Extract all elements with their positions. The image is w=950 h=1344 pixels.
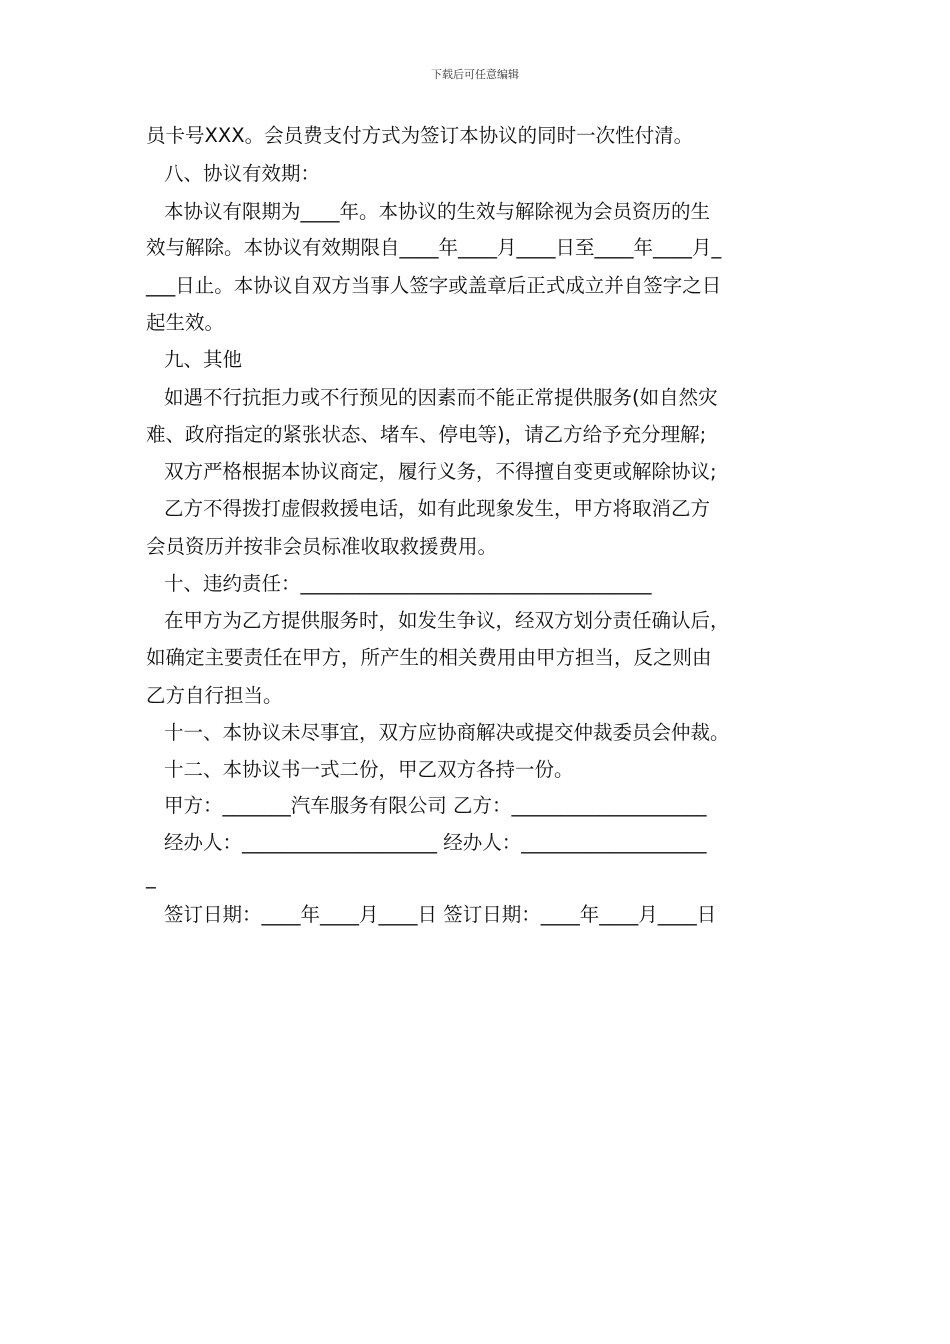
section-heading-breach: 十、违约责任：____________________________________	[164, 572, 652, 595]
paragraph-line-dispute-3: 乙方自行担当。	[146, 684, 283, 707]
paragraph-line-obligations: 双方严格根据本协议商定，履行义务，不得擅自变更或解除协议;	[164, 460, 717, 483]
paragraph-line-validity-2: 效与解除。本协议有效期限自____年____月____日至____年____月_	[146, 236, 722, 259]
section-heading-other: 九、其他	[164, 348, 243, 371]
paragraph-line-force-majeure-2: 难、政府指定的紧张状态、堵车、停电等)，请乙方给予充分理解;	[146, 423, 707, 446]
paragraph-line-dispute-1: 在甲方为乙方提供服务时，如发生争议，经双方划分责任确认后，	[164, 609, 730, 632]
paragraph-line-false-calls-1: 乙方不得拨打虚假救援电话，如有此现象发生，甲方将取消乙方	[164, 497, 711, 520]
paragraph-line-false-calls-2: 会员资历并按非会员标准收取救援费用。	[146, 535, 498, 558]
page-header: 下载后可任意编辑	[431, 68, 519, 81]
paragraph-line-membership-fee: 员卡号XXX。会员费支付方式为签订本协议的同时一次性付清。	[146, 124, 694, 147]
section-heading-validity: 八、协议有效期：	[164, 162, 321, 185]
signature-line-parties: 甲方：_______汽车服务有限公司 乙方：____________________	[164, 794, 707, 817]
signature-line-dates: 签订日期：____年____月____日 签订日期：____年____月____日	[164, 903, 717, 926]
section-heading-copies: 十二、本协议书一式二份，甲乙双方各持一份。	[164, 758, 574, 781]
section-heading-arbitration: 十一、本协议未尽事宜，双方应协商解决或提交仲裁委员会仲裁。	[164, 721, 730, 744]
paragraph-line-validity-1: 本协议有限期为____年。本协议的生效与解除视为会员资历的生	[164, 200, 711, 223]
paragraph-line-validity-4: 起生效。	[146, 311, 225, 334]
signature-line-continuation: _	[146, 866, 156, 889]
paragraph-line-dispute-2: 如确定主要责任在甲方，所产生的相关费用由甲方担当，反之则由	[146, 646, 712, 669]
paragraph-line-force-majeure-1: 如遇不行抗拒力或不行预见的因素而不能正常提供服务(如自然灾	[164, 386, 718, 409]
paragraph-line-validity-3: ___日止。本协议自双方当事人签字或盖章后正式成立并自签字之日	[146, 274, 722, 297]
signature-line-handlers: 经办人：____________________ 经办人：___________________	[164, 831, 707, 854]
